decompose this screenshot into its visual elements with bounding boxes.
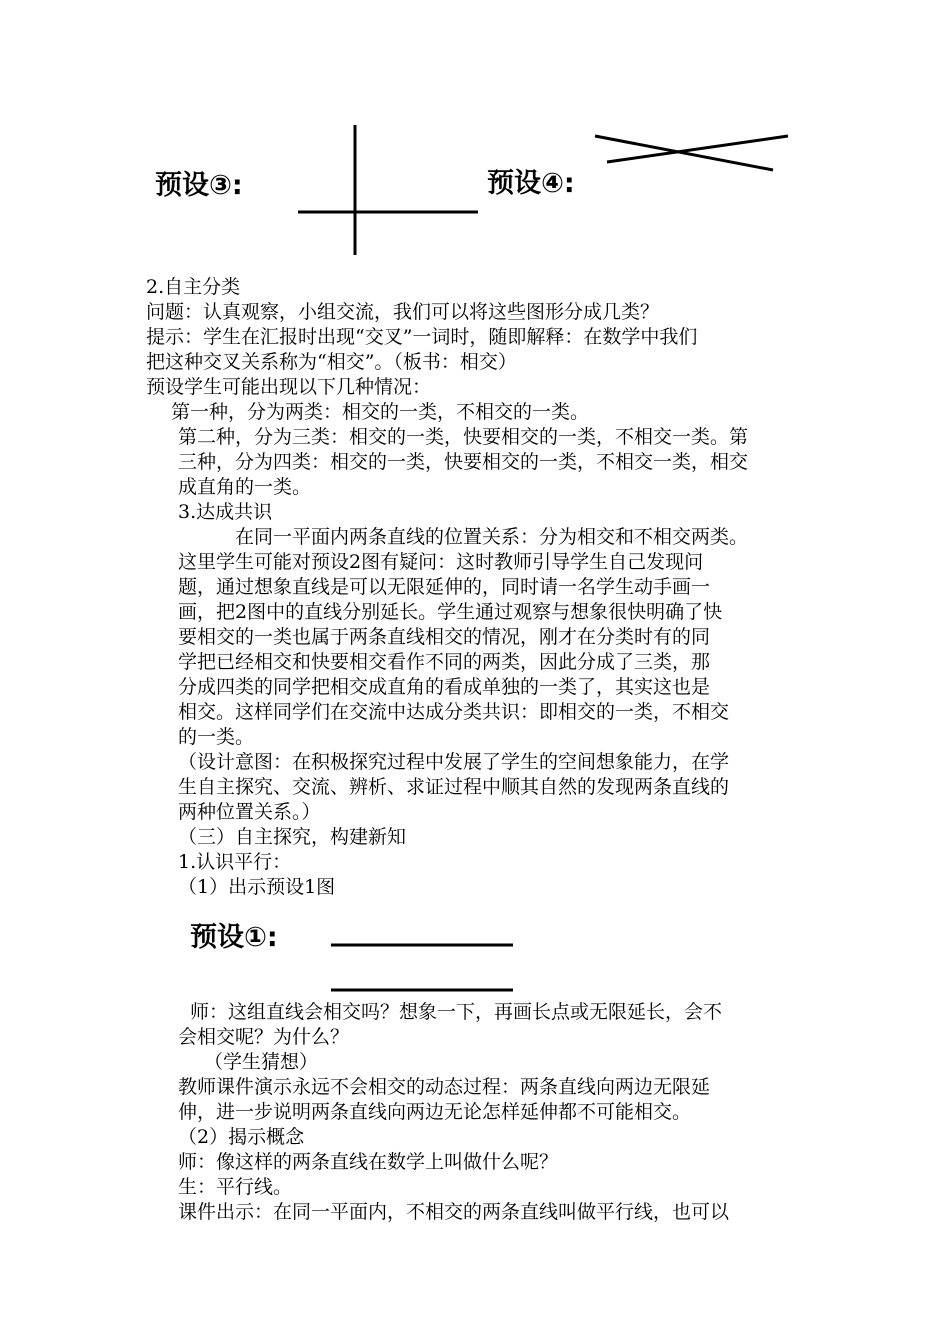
text-line: 相交。这样同学们在交流中达成分类共识：即相交的一类，不相交 [178, 701, 730, 723]
text-line: （学生猜想） [204, 1051, 319, 1073]
text-line: 三种，分为四类：相交的一类，快要相交的一类，不相交一类，相交 [178, 451, 749, 473]
text-line: 问题：认真观察，小组交流，我们可以将这些图形分成几类？ [146, 301, 660, 323]
text-line: 师：这组直线会相交吗？想象一下，再画长点或无限延长，会不 [190, 1001, 723, 1023]
text-line: 题，通过想象直线是可以无限延伸的，同时请一名学生动手画一 [178, 576, 711, 598]
figure-3-perpendicular-lines [290, 120, 490, 260]
figure-4-crossing-lines [590, 128, 795, 178]
text-line: 预设学生可能出现以下几种情况： [146, 376, 432, 398]
section-heading-concept: （2）揭示概念 [178, 1126, 305, 1148]
figure-1-parallel-lines [325, 935, 520, 997]
text-line: 学把已经相交和快要相交看作不同的两类，因此分成了三类，那 [178, 651, 711, 673]
text-line: 把这种交叉关系称为“相交”。（板书：相交） [146, 351, 517, 373]
text-line: 这里学生可能对预设2图有疑问：这时教师引导学生自己发现问 [178, 551, 704, 573]
text-line: （1）出示预设1图 [178, 876, 336, 898]
text-line: 提示：学生在汇报时出现“交叉”一词时，随即解释：在数学中我们 [146, 326, 698, 348]
text-line: 教师课件演示永远不会相交的动态过程：两条直线向两边无限延 [178, 1076, 711, 1098]
text-line: 第一种，分为两类：相交的一类，不相交的一类。 [171, 401, 590, 423]
figure-1-label: 预设①: [190, 922, 278, 953]
section-heading-consensus: 3.达成共识 [178, 501, 273, 523]
text-line: （设计意图：在积极探究过程中发展了学生的空间想象能力，在学 [178, 751, 730, 773]
text-line: 伸，进一步说明两条直线向两边无论怎样延伸都不可能相交。 [178, 1101, 692, 1123]
text-line: 要相交的一类也属于两条直线相交的情况，刚才在分类时有的同 [178, 626, 711, 648]
text-line: 生自主探究、交流、辨析、求证过程中顺其自然的发现两条直线的 [178, 776, 730, 798]
text-line: 两种位置关系。） [178, 801, 321, 823]
figure-4-line-b [607, 136, 788, 162]
text-line: 师：像这样的两条直线在数学上叫做什么呢？ [178, 1151, 559, 1173]
figure-3-label: 预设③: [155, 170, 243, 201]
text-line: 分成四类的同学把相交成直角的看成单独的一类了，其实这也是 [178, 676, 711, 698]
text-line: 课件出示：在同一平面内，不相交的两条直线叫做平行线，也可以 [178, 1201, 730, 1223]
text-line: 成直角的一类。 [178, 476, 312, 498]
section-heading-explore: （三）自主探究，构建新知 [178, 826, 407, 848]
text-line: 生：平行线。 [178, 1176, 293, 1198]
text-line: 在同一平面内两条直线的位置关系：分为相交和不相交两类。 [235, 526, 749, 548]
section-heading-parallel: 1.认识平行： [178, 851, 292, 873]
figure-4-label: 预设④: [487, 168, 575, 199]
section-heading-classify: 2.自主分类 [146, 276, 241, 298]
text-line: 画，把2图中的直线分别延长。学生通过观察与想象很快明确了快 [178, 601, 723, 623]
text-line: 第二种，分为三类：相交的一类，快要相交的一类，不相交一类。第 [178, 426, 749, 448]
text-line: 的一类。 [178, 726, 255, 748]
text-line: 会相交呢？为什么？ [178, 1026, 350, 1048]
